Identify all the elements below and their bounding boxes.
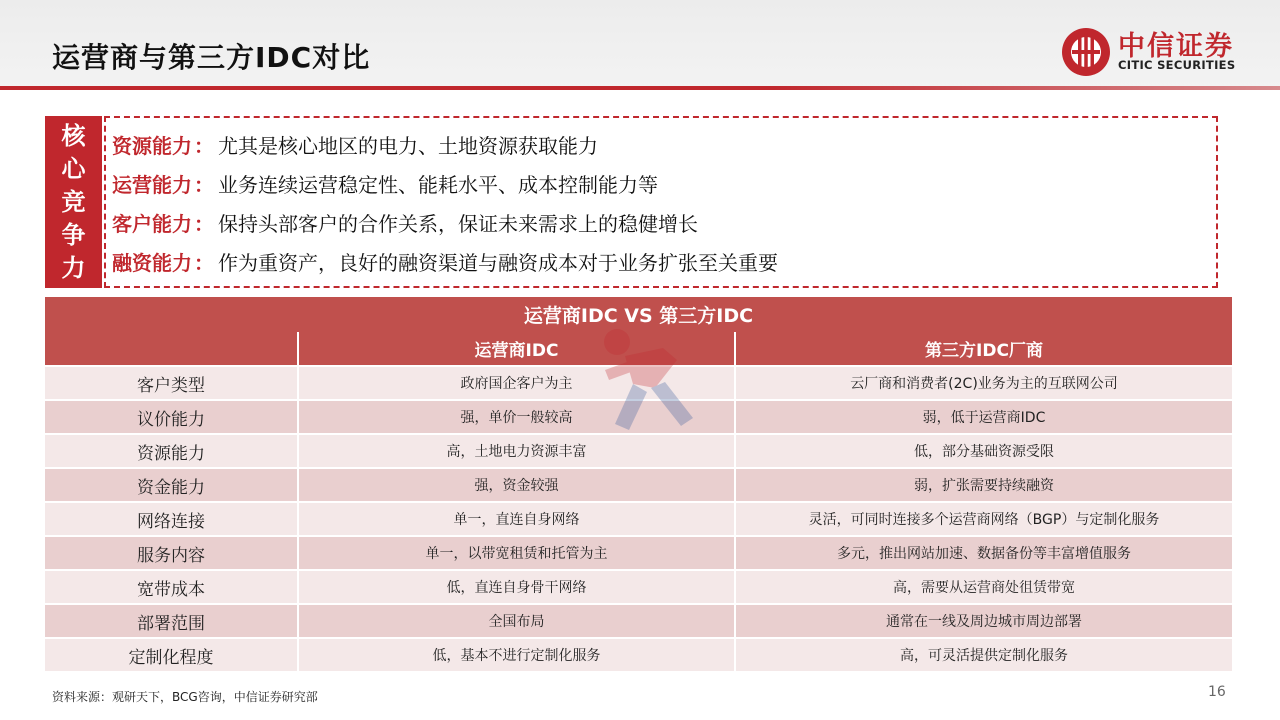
core-competitiveness-label bbox=[45, 116, 102, 288]
third-party-value: 多元，推出网站加速、数据备份等丰富增值服务 bbox=[837, 546, 1131, 562]
table-row bbox=[45, 605, 1232, 639]
operator-value: 单一，直连自身网络 bbox=[299, 503, 736, 535]
core-item-key: 资源能力 bbox=[112, 134, 192, 158]
core-item-key: 运营能力 bbox=[112, 173, 192, 197]
core-item-colon: ： bbox=[194, 212, 214, 236]
operator-value: 高，土地电力资源丰富 bbox=[299, 435, 736, 467]
logo-english-name: CITIC SECURITIES bbox=[1118, 58, 1236, 72]
row-label: 资源能力 bbox=[45, 435, 299, 467]
runner-watermark-icon bbox=[585, 326, 700, 446]
core-item-key: 客户能力 bbox=[112, 212, 192, 236]
header-cell-operator: 运营商IDC bbox=[299, 332, 736, 365]
table-row bbox=[45, 537, 1232, 571]
header-cell-blank bbox=[45, 332, 299, 365]
operator-value: 强，单价一般较高 bbox=[299, 401, 736, 433]
citic-logo bbox=[1060, 24, 1250, 80]
third-party-value: 弱，低于运营商IDC bbox=[922, 410, 1046, 426]
row-label: 客户类型 bbox=[45, 367, 299, 399]
operator-value: 政府国企客户为主 bbox=[299, 367, 736, 399]
core-item-colon: ： bbox=[194, 134, 214, 158]
operator-value: 低，直连自身骨干网络 bbox=[299, 571, 736, 603]
core-label-char: 竞 bbox=[61, 187, 86, 216]
operator-value: 全国布局 bbox=[299, 605, 736, 637]
core-item-text: 作为重资产，良好的融资渠道与融资成本对于业务扩张至关重要 bbox=[218, 251, 778, 275]
core-label-char: 核 bbox=[61, 121, 86, 150]
row-label: 宽带成本 bbox=[45, 571, 299, 603]
third-party-value: 灵活，可同时连接多个运营商网络（BGP）与定制化服务 bbox=[808, 512, 1160, 528]
third-party-value: 高，需要从运营商处徂赁带宽 bbox=[893, 580, 1075, 596]
header-divider bbox=[0, 86, 1280, 90]
core-item bbox=[112, 167, 778, 206]
core-item bbox=[112, 245, 778, 284]
third-party-value: 通常在一线及周边城市周边部署 bbox=[886, 614, 1082, 630]
core-item-key: 融资能力 bbox=[112, 251, 192, 275]
table-row bbox=[45, 503, 1232, 537]
row-label: 资金能力 bbox=[45, 469, 299, 501]
core-item-colon: ： bbox=[194, 251, 214, 275]
operator-value: 单一，以带宽租赁和托管为主 bbox=[299, 537, 736, 569]
row-label: 议价能力 bbox=[45, 401, 299, 433]
operator-value: 强，资金较强 bbox=[299, 469, 736, 501]
core-label-char: 心 bbox=[61, 154, 86, 183]
logo-chinese-name: 中信证券 bbox=[1118, 31, 1234, 62]
core-item bbox=[112, 128, 778, 167]
page-title: 运营商与第三方IDC对比 bbox=[52, 41, 371, 74]
source-note: 资料来源：观研天下，BCG咨询，中信证券研究部 bbox=[52, 690, 318, 704]
core-competitiveness-list bbox=[112, 128, 778, 284]
table-title: 运营商IDC VS 第三方IDC bbox=[45, 297, 1232, 332]
core-item bbox=[112, 206, 778, 245]
core-item-colon: ： bbox=[194, 173, 214, 197]
third-party-value: 高，可灵活提供定制化服务 bbox=[900, 648, 1068, 664]
row-label: 网络连接 bbox=[45, 503, 299, 535]
table-row bbox=[45, 571, 1232, 605]
core-label-char: 争 bbox=[61, 220, 86, 249]
core-item-text: 保持头部客户的合作关系，保证未来需求上的稳健增长 bbox=[218, 212, 698, 236]
table-row bbox=[45, 469, 1232, 503]
third-party-value: 低，部分基础资源受限 bbox=[914, 444, 1054, 460]
header-cell-third-party: 第三方IDC厂商 bbox=[925, 341, 1043, 361]
row-label: 服务内容 bbox=[45, 537, 299, 569]
operator-value: 低，基本不进行定制化服务 bbox=[299, 639, 736, 671]
row-label: 定制化程度 bbox=[45, 639, 299, 671]
page-number: 16 bbox=[1208, 684, 1226, 700]
citic-logo-icon bbox=[1060, 26, 1112, 78]
table-row bbox=[45, 639, 1232, 673]
third-party-value: 弱，扩张需要持续融资 bbox=[914, 478, 1054, 494]
third-party-value: 云厂商和消费者(2C)业务为主的互联网公司 bbox=[850, 376, 1118, 392]
core-item-text: 尤其是核心地区的电力、土地资源获取能力 bbox=[218, 134, 598, 158]
core-item-text: 业务连续运营稳定性、能耗水平、成本控制能力等 bbox=[218, 173, 658, 197]
core-label-char: 力 bbox=[61, 253, 86, 282]
row-label: 部署范围 bbox=[45, 605, 299, 637]
